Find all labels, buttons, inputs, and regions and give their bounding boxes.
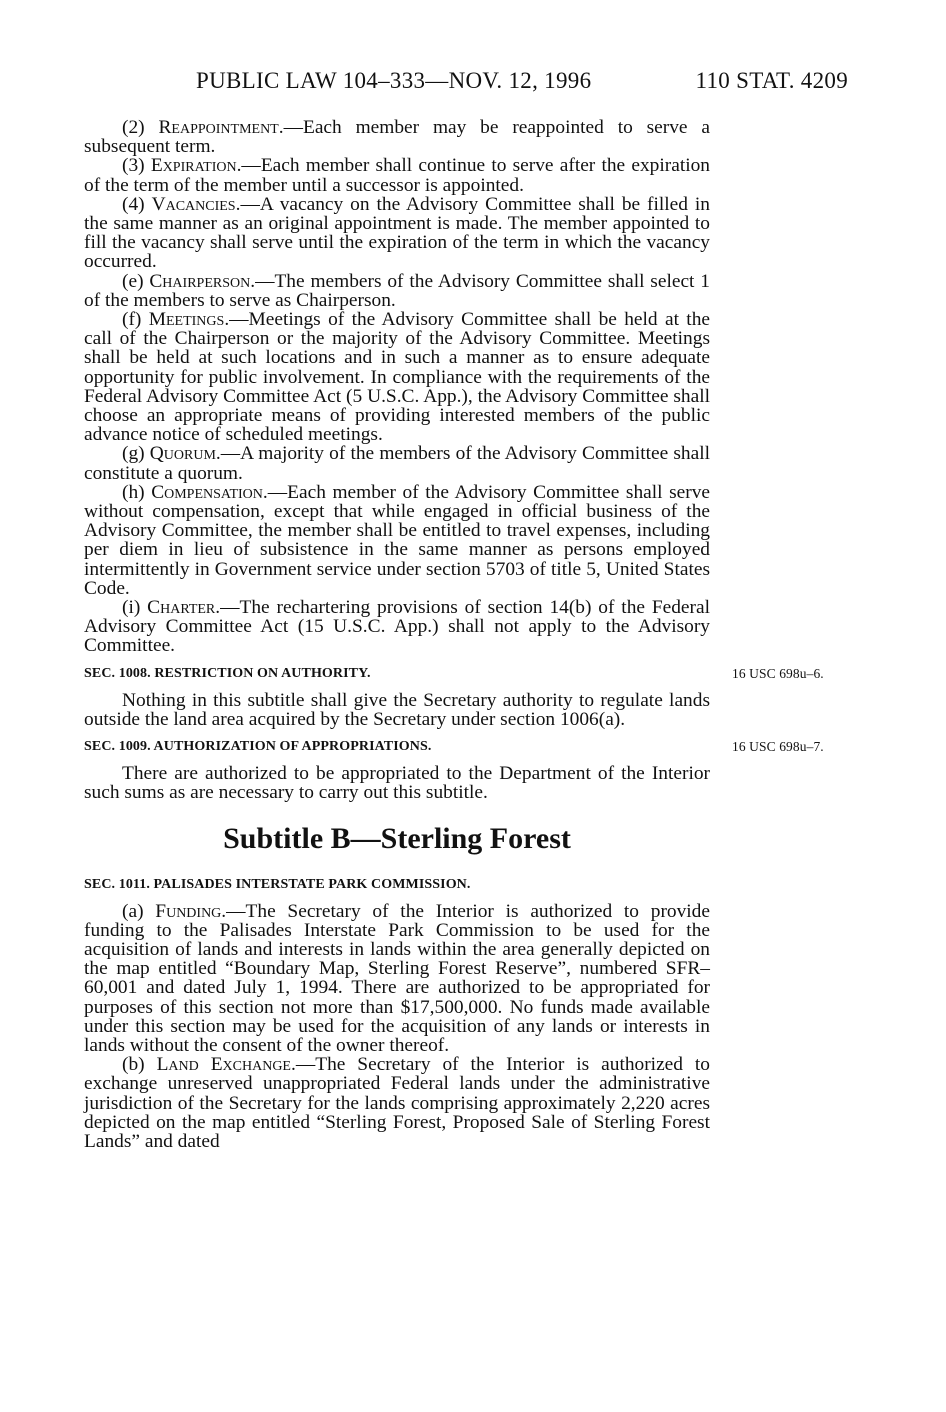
running-header — [196, 68, 848, 96]
section-heading-1009: SEC. 1009. AUTHORIZATION OF APPROPRIATIONS. 16 USC 698u–7. — [84, 739, 824, 755]
paragraph-chairperson: (e) Chairperson.—The members of the Advisory Committee shall select 1 of the members to serve as Chairperson. — [84, 270, 710, 311]
paragraph-charter: (i) Charter.—The rechartering provisions of section 14(b) of the Federal Advisory Committee Act (15 U.S.C. App.) shall not apply to the Advisory Committee. — [84, 597, 710, 657]
paragraph-expiration: (3) Expiration.—Each member shall continue to serve after the expiration of the term of the member until a successor is appointed. — [84, 155, 710, 196]
paragraph-meetings: (f) Meetings.—Meetings of the Advisory Committee shall be held at the call of the Chairperson or the majority of the Advisory Committee. Meetings shall be held at such locations and in such a manner as to ensure adequate opportunity for public involvement. In compliance with the requirements of the Federal Advisory Committee Act (5 U.S.C. App.), the Advisory Committee shall choose an appropriate means of providing interested members of the public advance notice of scheduled meetings. — [84, 309, 710, 446]
subtitle-heading: Subtitle B—Sterling Forest — [223, 821, 571, 855]
paragraph-vacancies: (4) Vacancies.—A vacancy on the Advisory Committee shall be filled in the same manner as an original appointment is made. The member appointed to fill the vacancy shall serve until the expiration of the term in which the vacancy occurred. — [84, 193, 711, 273]
paragraph-compensation: (h) Compensation.—Each member of the Advisory Committee shall serve without compensation, except that while engaged in official business of the Advisory Committee, the member shall be entitled to travel expenses, including per diem in lieu of subsistence in the same manner as persons employed intermittently in Government service under section 5703 of title 5, United States Code. — [84, 481, 710, 599]
document-body — [84, 117, 824, 1152]
header-public-law: PUBLIC LAW 104–333—NOV. 12, 1996 — [196, 68, 592, 93]
paragraph-reappointment: (2) Reappointment.—Each member may be reappointed to serve a subsequent term. — [84, 117, 710, 158]
section-text-1008: Nothing in this subtitle shall give the Secretary authority to regulate lands outside the land area acquired by the Secretary under section 1006(a). — [84, 689, 710, 730]
margin-note-1009: 16 USC 698u–7. — [732, 739, 824, 755]
header-statute-page: 110 STAT. 4209 — [695, 68, 848, 93]
section-heading-1011: SEC. 1011. PALISADES INTERSTATE PARK COMMISSION. — [84, 876, 471, 892]
paragraph-land-exchange: (b) Land Exchange.—The Secretary of the Interior is authorized to exchange unreserved unappropriated Federal lands under the administrative jurisdiction of the Secretary for the lands comprising approximately 2,220 acres depicted on the map entitled “Sterling Forest, Proposed Sale of Sterling Forest Lands” and dated — [84, 1054, 710, 1152]
section-text-1009: There are authorized to be appropriated to the Department of the Interior such sums as are necessary to carry out this subtitle. — [84, 763, 710, 804]
paragraph-quorum: (g) Quorum.—A majority of the members of the Advisory Committee shall constitute a quorum. — [84, 443, 710, 484]
section-heading-1008: SEC. 1008. RESTRICTION ON AUTHORITY. 16 USC 698u–6. — [84, 665, 824, 681]
margin-note-1008: 16 USC 698u–6. — [732, 665, 824, 681]
paragraph-funding: (a) Funding.—The Secretary of the Interior is authorized to provide funding to the Palisades Interstate Park Commission to be used for the acquisition of lands and interests in lands within the area generally depicted on the map entitled “Boundary Map, Sterling Forest Reserve”, numbered SFR–60,001 and dated July 1, 1994. There are authorized to be appropriated for purposes of this section not more than $17,500,000. No funds made available under this section may be used for the acquisition of any lands or interests in lands without the consent of the owner thereof. — [84, 900, 710, 1056]
